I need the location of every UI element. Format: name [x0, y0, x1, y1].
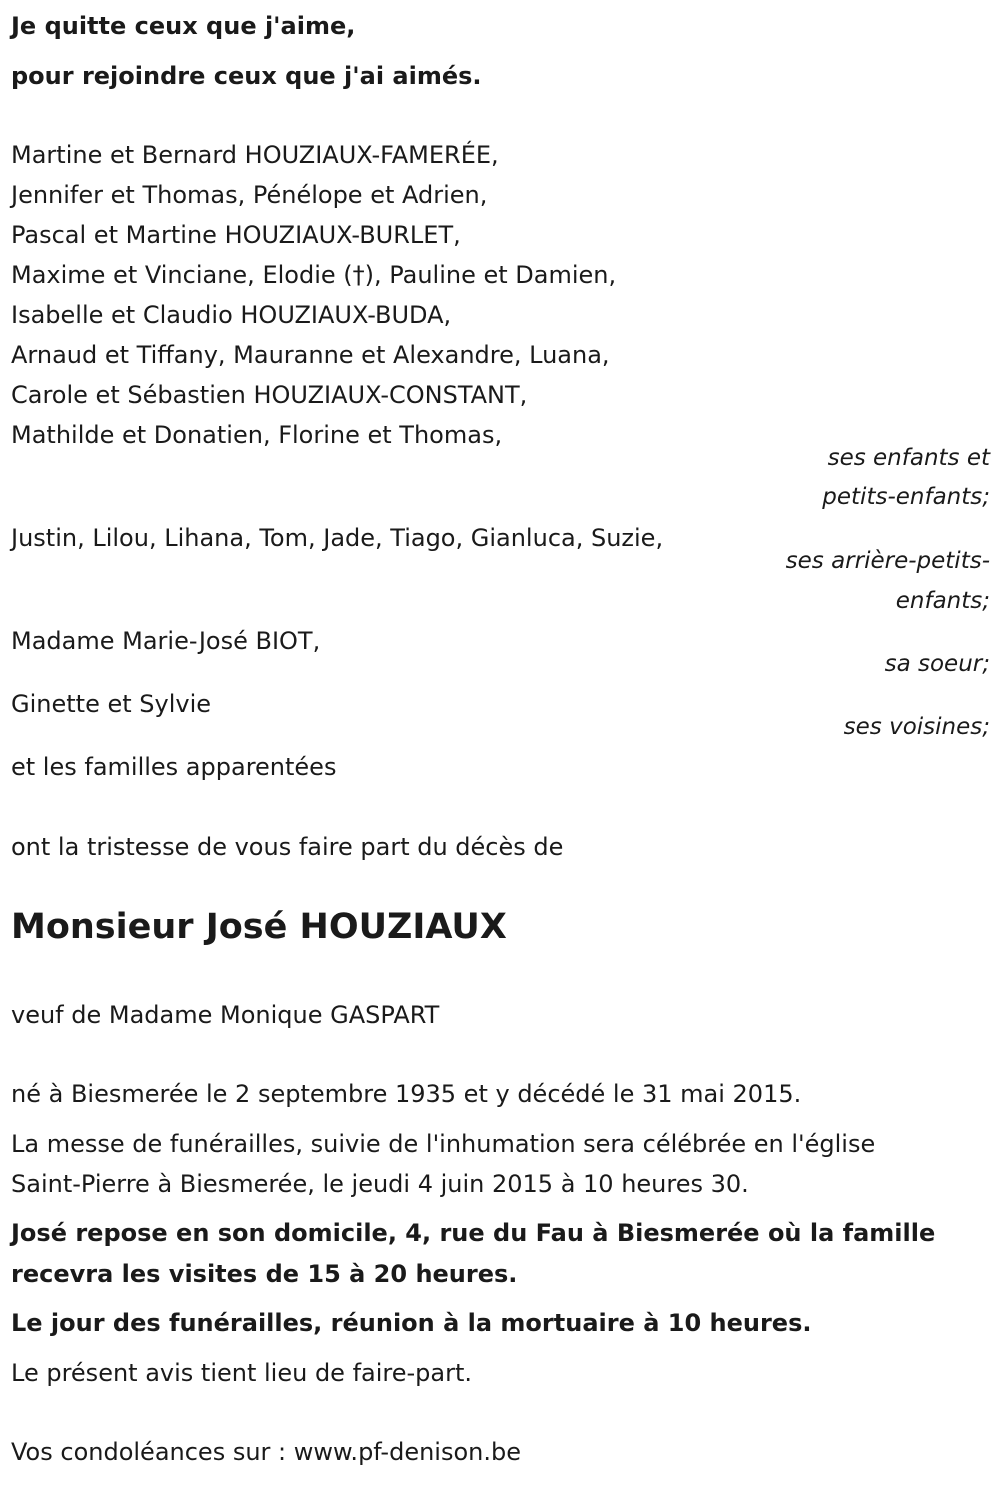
deceased-name: Monsieur José HOUZIAUX: [11, 907, 507, 947]
great-grandchildren-role-line-2: enfants;: [895, 588, 990, 614]
family-line: Mathilde et Donatien, Florine et Thomas,: [11, 421, 503, 449]
funeral-line-1: La messe de funérailles, suivie de l'inhumation sera célébrée en l'église: [11, 1130, 876, 1158]
family-line: Pascal et Martine HOUZIAUX-BURLET,: [11, 221, 461, 249]
rest-line-1: José repose en son domicile, 4, rue du Fau à Biesmerée où la famille: [11, 1219, 936, 1247]
sister-line: Madame Marie-José BIOT,: [11, 627, 321, 655]
verse-line-2: pour rejoindre ceux que j'ai aimés.: [11, 62, 482, 90]
family-line: Maxime et Vinciane, Elodie (†), Pauline et Damien,: [11, 261, 617, 289]
neighbours-role: ses voisines;: [843, 714, 990, 740]
family-line: Martine et Bernard HOUZIAUX-FAMERÉE,: [11, 141, 499, 169]
great-grandchildren-line: Justin, Lilou, Lihana, Tom, Jade, Tiago, Gianluca, Suzie,: [11, 524, 664, 552]
great-grandchildren-role-line-1: ses arrière-petits-: [785, 548, 990, 574]
condolences-line: Vos condoléances sur : www.pf-denison.be: [11, 1438, 521, 1466]
sister-role: sa soeur;: [884, 651, 990, 677]
verse-line-1: Je quitte ceux que j'aime,: [11, 12, 356, 40]
family-line: Jennifer et Thomas, Pénélope et Adrien,: [11, 181, 488, 209]
children-role-line-1: ses enfants et: [827, 445, 990, 471]
family-line: Arnaud et Tiffany, Mauranne et Alexandre, Luana,: [11, 341, 610, 369]
meeting-line: Le jour des funérailles, réunion à la mortuaire à 10 heures.: [11, 1309, 812, 1337]
children-role-line-2: petits-enfants;: [822, 484, 990, 510]
related-families-line: et les familles apparentées: [11, 753, 337, 781]
family-line: Isabelle et Claudio HOUZIAUX-BUDA,: [11, 301, 452, 329]
widower-line: veuf de Madame Monique GASPART: [11, 1001, 440, 1029]
born-died-line: né à Biesmerée le 2 septembre 1935 et y décédé le 31 mai 2015.: [11, 1080, 802, 1108]
announcement-line: ont la tristesse de vous faire part du décès de: [11, 833, 564, 861]
family-line: Carole et Sébastien HOUZIAUX-CONSTANT,: [11, 381, 528, 409]
rest-line-2: recevra les visites de 15 à 20 heures.: [11, 1260, 518, 1288]
funeral-line-2: Saint-Pierre à Biesmerée, le jeudi 4 juin 2015 à 10 heures 30.: [11, 1170, 749, 1198]
notice-line: Le présent avis tient lieu de faire-part.: [11, 1359, 473, 1387]
neighbours-line: Ginette et Sylvie: [11, 690, 212, 718]
